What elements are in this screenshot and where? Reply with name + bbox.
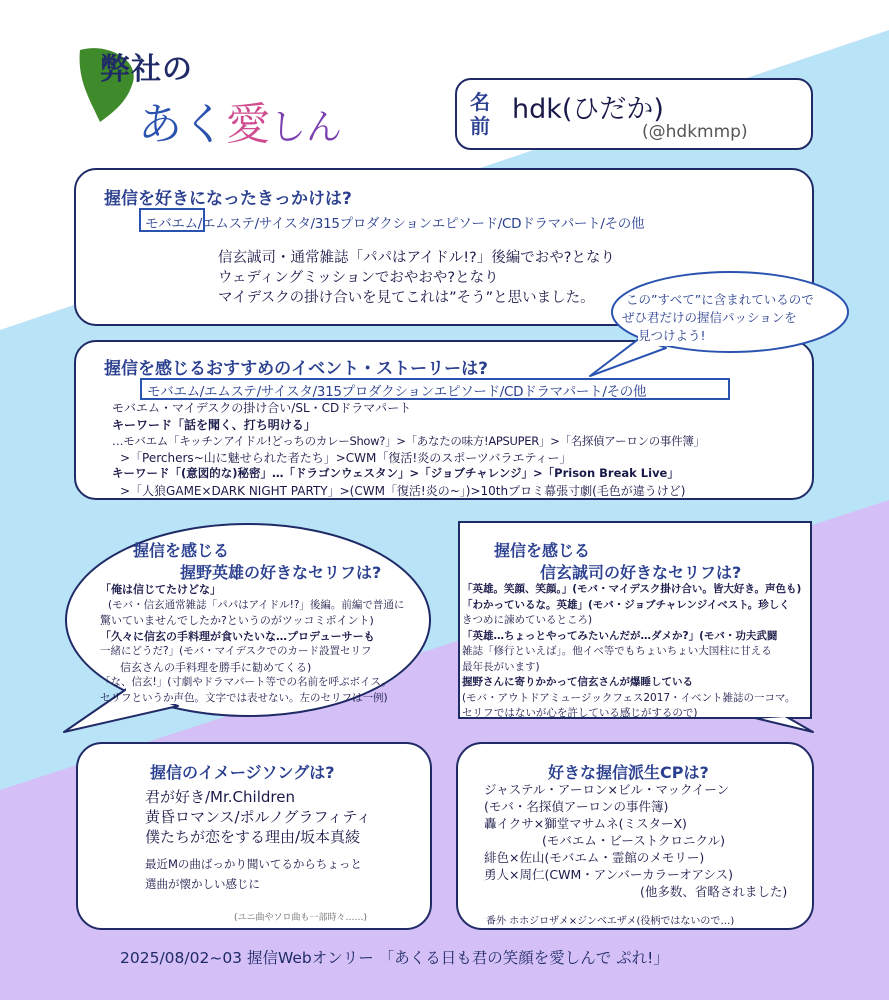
q5-title: 握信のイメージソングは? <box>150 763 335 782</box>
footer-text: 2025/08/02~03 握信Webオンリー 「あくる日も君の笑顔を愛しんで ぷれ!」 <box>120 949 669 967</box>
note-line-2: ぜひ君だけの握信パッションを <box>622 310 797 325</box>
q6-line-2: (モバ・名探偵アーロンの事件簿) <box>484 799 669 814</box>
name-value: hdk(ひだか) <box>512 94 664 125</box>
logo-char-ku: く <box>182 99 226 150</box>
note-line-1: この”すべて”に含まれているので <box>626 292 814 307</box>
q4-line-6: 最年長がいます) <box>462 660 540 673</box>
q3-text <box>100 582 440 706</box>
q1-line-1: 信玄誠司・通常雑誌「パパはアイドル!?」後編でおや?となり <box>218 250 615 266</box>
q4-line-7: 握野さんに寄りかかって信玄さんが爆睡している <box>462 676 693 688</box>
q5-song-2: 黄昏ロマンス/ポルノグラフィティ <box>145 808 372 826</box>
q4-line-4: 「英雄…ちょっとやってみたいんだが…ダメか?」(モバ・功夫武闘 <box>462 629 778 642</box>
q6-line-6: 勇人×周仁(CWM・アンバーカラーオアシス) <box>484 867 733 882</box>
q4-line-2: 「わかっているな。英雄」(モバ・ジョブチャレンジイベスト。珍しく <box>462 598 790 611</box>
q2-line-2: キーワード「話を聞く、打ち明ける」 <box>112 418 316 432</box>
q6-line-3: 轟イクサ×獅堂マサムネ(ミスターX) <box>484 816 687 831</box>
q2-options-frame <box>140 378 730 400</box>
q3-line-2: (モバ・信玄通常雑誌「パパはアイドル!?」後編。前編で普通に <box>108 598 405 611</box>
q3-line-3: 驚いていませんでしたか?というのがツッコミポイント) <box>100 614 374 627</box>
logo-char-ai: 愛 <box>226 99 270 150</box>
note-line-3: 見つけよう! <box>638 328 706 343</box>
q5-footnote: (ユニ曲やソロ曲も一部時々……) <box>234 913 368 923</box>
name-label-2: 前 <box>470 114 490 138</box>
q1-title: 握信を好きになったきっかけは? <box>104 189 352 209</box>
q2-options: モバエム/エムステ/サイスタ/315プロダクションエピソード/CDドラマパート/その他 <box>147 384 647 400</box>
q3-line-6: 信玄さんの手料理を勝手に勧めてくる) <box>120 660 312 674</box>
q1-selected-highlight <box>139 208 205 232</box>
q3-line-8: セリフというか声色。文字では表せない。左のセリフは一例) <box>100 691 388 704</box>
q6-line-1: ジャステル・アーロン×ビル・マックイーン <box>484 782 730 797</box>
q5-song-1: 君が好き/Mr.Children <box>145 788 295 806</box>
q6-title: 好きな握信派生CPは? <box>548 763 709 782</box>
q5-comment-2: 選曲が懐かしい感じに <box>145 877 260 891</box>
q3-line-5: 一緒にどうだ?」(モバ・マイデスクでのカード設置セリフ <box>100 645 372 657</box>
q6-line-5: 緋色×佐山(モバエム・霊館のメモリー) <box>484 850 705 865</box>
q4-text <box>462 582 812 722</box>
q3-line-1: 「俺は信じてたけどな」 <box>100 583 221 596</box>
q2-line-1: モバエム・マイデスクの掛け合い/SL・CDドラマパート <box>112 401 412 415</box>
logo-char-a: あ <box>138 99 182 150</box>
q2-line-4: >「Perchers~山に魅せられた者たち」>CWM「復活!炎のスポーツバラエティー」 <box>120 451 572 465</box>
logo-char-shin: しん <box>270 107 343 148</box>
q4-line-8: (モバ・アウトドアミュージックフェス2017・イベント雑誌の一コマ。 <box>462 691 796 704</box>
q3-line-4: 「久々に信玄の手料理が食いたいな…プロデューサーも <box>100 629 375 643</box>
q5-song-3: 僕たちが恋をする理由/坂本真綾 <box>145 828 361 846</box>
q2-title: 握信を感じるおすすめのイベント・ストーリーは? <box>104 359 489 379</box>
q4-title-1: 握信を感じる <box>494 541 591 560</box>
name-label-1: 名 <box>470 90 490 114</box>
q1-line-2: ウェディングミッションでおやおや?となり <box>218 270 499 286</box>
q6-extra: 番外 ホホジロザメ×ジンベエザメ(役柄ではないので…) <box>486 916 735 927</box>
q1-line-3: マイデスクの掛け合いを見てこれは”そう”と思いました。 <box>218 290 595 306</box>
q1-options: モバエム/エムステ/サイスタ/315プロダクションエピソード/CDドラマパート/その他 <box>145 216 645 232</box>
q4-line-9: セリフではないが心を許している感じがするので) <box>462 707 698 719</box>
q4-title-2: 信玄誠司の好きなセリフは? <box>540 563 742 582</box>
q5-comment-1: 最近Mの曲ばっかり聞いてるからちょっと <box>145 857 362 871</box>
handle-value: (@hdkmmp) <box>642 122 748 142</box>
q6-line-4: (モバエム・ビーストクロニクル) <box>542 833 726 848</box>
q2-line-3: …モバエム「キッチンアイドル!どっちのカレーShow?」>「あなたの味方!APSUPER」>「名探偵アーロンの事件簿」 <box>112 434 705 448</box>
logo-line1: 弊社の <box>100 52 193 87</box>
q4-line-5: 雑誌「修行といえば」。他イベ等でもちょいちょい大国柱に甘える <box>462 645 772 657</box>
q4-line-1: 「英雄。笑顔、笑顔。」(モバ・マイデスク掛け合い。皆大好き。声色も) <box>462 583 802 595</box>
q2-line-5: キーワード「(意図的な)秘密」…「ドラゴンウェスタン」>「ジョブチャレンジ」>「Prison Break Live」 <box>112 466 679 480</box>
q4-line-3: きつめに諫めているところ) <box>462 614 593 626</box>
q2-line-6: >「人狼GAME×DARK NIGHT PARTY」>(CWM「復活!炎の~」)>10thプロミ幕張寸劇(毛色が違うけど) <box>120 484 686 498</box>
q6-line-7: (他多数、省略されました) <box>640 884 788 899</box>
q3-title-2: 握野英雄の好きなセリフは? <box>180 563 382 582</box>
logo-line2 <box>138 88 342 152</box>
q3-line-7: 「な、信玄!」(寸劇やドラマパート等での名前を呼ぶボイス。 <box>100 676 392 688</box>
q3-title-1: 握信を感じる <box>133 541 230 560</box>
